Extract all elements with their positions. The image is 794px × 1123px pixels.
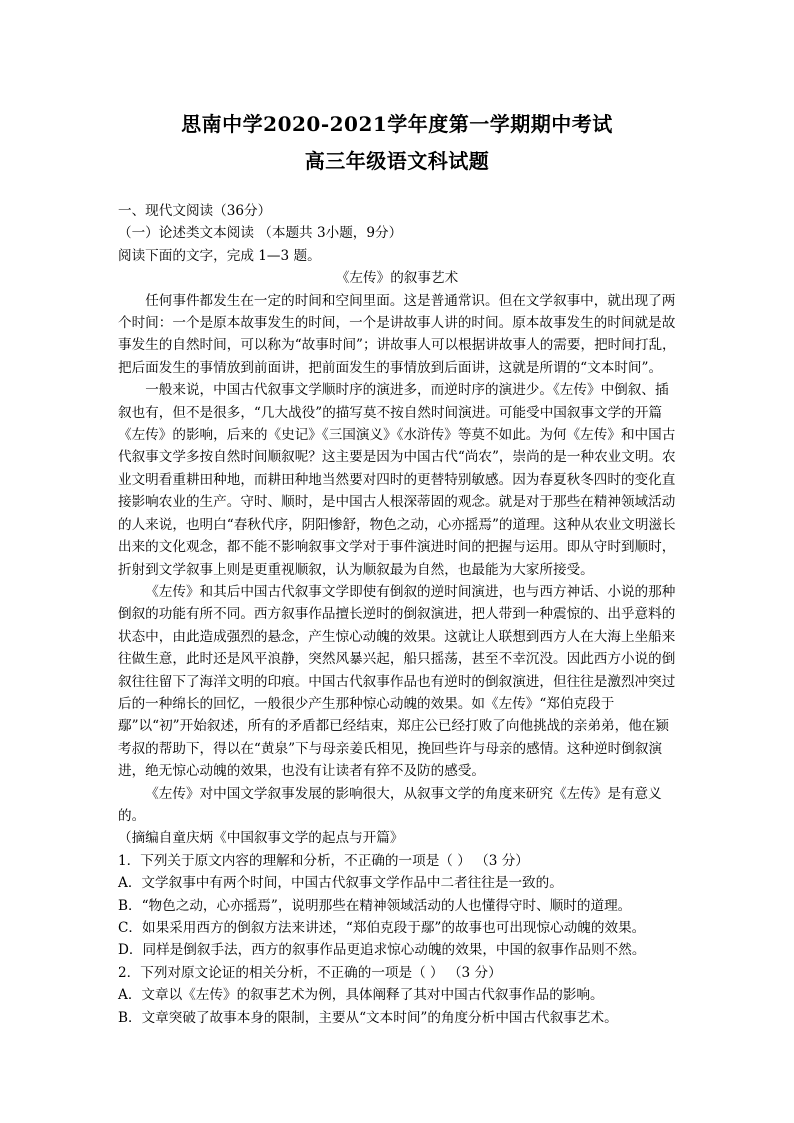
exam-subtitle: 高三年级语文科试题 — [304, 149, 490, 173]
question-2-option-a: A．文章以《左传》的叙事艺术为例，具体阐释了其对中国古代叙事作品的影响。 — [118, 987, 604, 1004]
article-paragraph: 《左传》对中国文学叙事发展的影响很大，从叙事文学的角度来研究《左传》是有意义的。 — [118, 785, 662, 824]
exam-body — [118, 200, 676, 1029]
question-1-option-d: D．同样是倒叙手法，西方的叙事作品更追求惊心动魄的效果，中国的叙事作品则不然。 — [118, 942, 646, 959]
article-paragraph: 《左传》和其后中国古代叙事文学即使有倒叙的逆时间演进，也与西方神话、小说的那种倒叙的功能有所不同。西方叙事作品擅长逆时的倒叙演进，把人带到一种震惊的、出乎意料的状态中，由此造成强烈的悬念，产生惊心动魄的效果。这就让人联想到西方人在大海上坐船来往做生意，此时还是风平浪静，突然风暴兴起，船只摇荡，甚至不幸沉没。因此西方小说的倒叙往往留下了海洋文明的印痕。中国古代叙事作品也有逆时的倒叙演进，但往往是激烈冲突过后的一种绵长的回忆，一般很少产生那种惊心动魄的效果。如《左传》“郑伯克段于鄢”以“初”开始叙述，所有的矛盾都已经结束，郑庄公已经打败了向他挑战的亲弟弟，他在颍考叔的帮助下，得以在“黄泉”下与母亲姜氏相见，挽回些许与母亲的感情。这种逆时倒叙演进，绝无惊心动魄的效果，也没有让读者有猝不及防的感受。 — [118, 583, 676, 780]
section-heading: （一）论述类文本阅读 （本题共 3小题，9分） — [118, 225, 403, 242]
article-paragraph: 任何事件都发生在一定的时间和空间里面。这是普通常识。但在文学叙事中，就出现了两个时间：一个是原本故事发生的时间，一个是讲故事人讲的时间。原本故事发生的时间就是故事发生的自然时间，可以称为“故事时间”；讲故事人可以根据讲故事人的需要，把时间打乱，把后面发生的事情放到前面讲，把前面发生的事情放到后面讲，这就是所谓的“文本时间”。 — [118, 292, 676, 376]
question-1-option-b: B．“物色之动，心亦摇焉”，说明那些在精神领域活动的人也懂得守时、顺时的道理。 — [118, 897, 632, 914]
article-source: （摘编自童庆炳《中国叙事文学的起点与开篇》 — [118, 830, 404, 847]
article-title: 《左传》的叙事艺术 — [335, 270, 459, 287]
instruction-text: 阅读下面的文字，完成 1—3 题。 — [118, 247, 321, 264]
question-2: 2．下列对原文论证的相关分析，不正确的一项是（ ） （3 分） — [118, 964, 502, 981]
question-1: 1．下列关于原文内容的理解和分析，不正确的一项是（ ） （3 分） — [118, 852, 529, 869]
question-2-option-b: B．文章突破了故事本身的限制，主要从“文本时间”的角度分析中国古代叙事艺术。 — [118, 1009, 618, 1026]
exam-title: 思南中学2020-2021学年度第一学期期中考试 — [181, 112, 613, 136]
part-heading: 一、现代文阅读（36分） — [118, 203, 272, 219]
question-1-option-c: C．如果采用西方的倒叙方法来讲述，“郑伯克段于鄢”的故事也可出现惊心动魄的效果。 — [118, 920, 646, 936]
article-paragraph: 一般来说，中国古代叙事文学顺时序的演进多，而逆时序的演进少。《左传》中倒叙、插叙也有，但不是很多，“几大战役”的描写莫不按自然时间演进。可能受中国叙事文学的开篇《左传》的影响，后来的《史记》《三国演义》《水浒传》等莫不如此。为何《左传》和中国古代叙事文学多按自然时间顺叙呢？这主要是因为中国古代“尚农”，崇尚的是一种农业文明。农业文明看重耕田种地，而耕田种地当然要对四时的更替特别敏感。因为春夏秋冬四时的变化直接影响农业的生产。守时、顺时，是中国古人根深蒂固的观念。就是对于那些在精神领域活动的人来说，也明白“春秋代序，阴阳惨舒，物色之动，心亦摇焉”的道理。这种从农业文明滋长出来的文化观念，都不能不影响叙事文学对于事件演进时间的把握与运用。即从守时到顺时，折射到文学叙事上则是更重视顺叙，认为顺叙最为自然，也最能为大家所接受。 — [118, 382, 676, 578]
question-1-option-a: A．文学叙事中有两个时间，中国古代叙事文学作品中二者往往是一致的。 — [118, 875, 563, 892]
